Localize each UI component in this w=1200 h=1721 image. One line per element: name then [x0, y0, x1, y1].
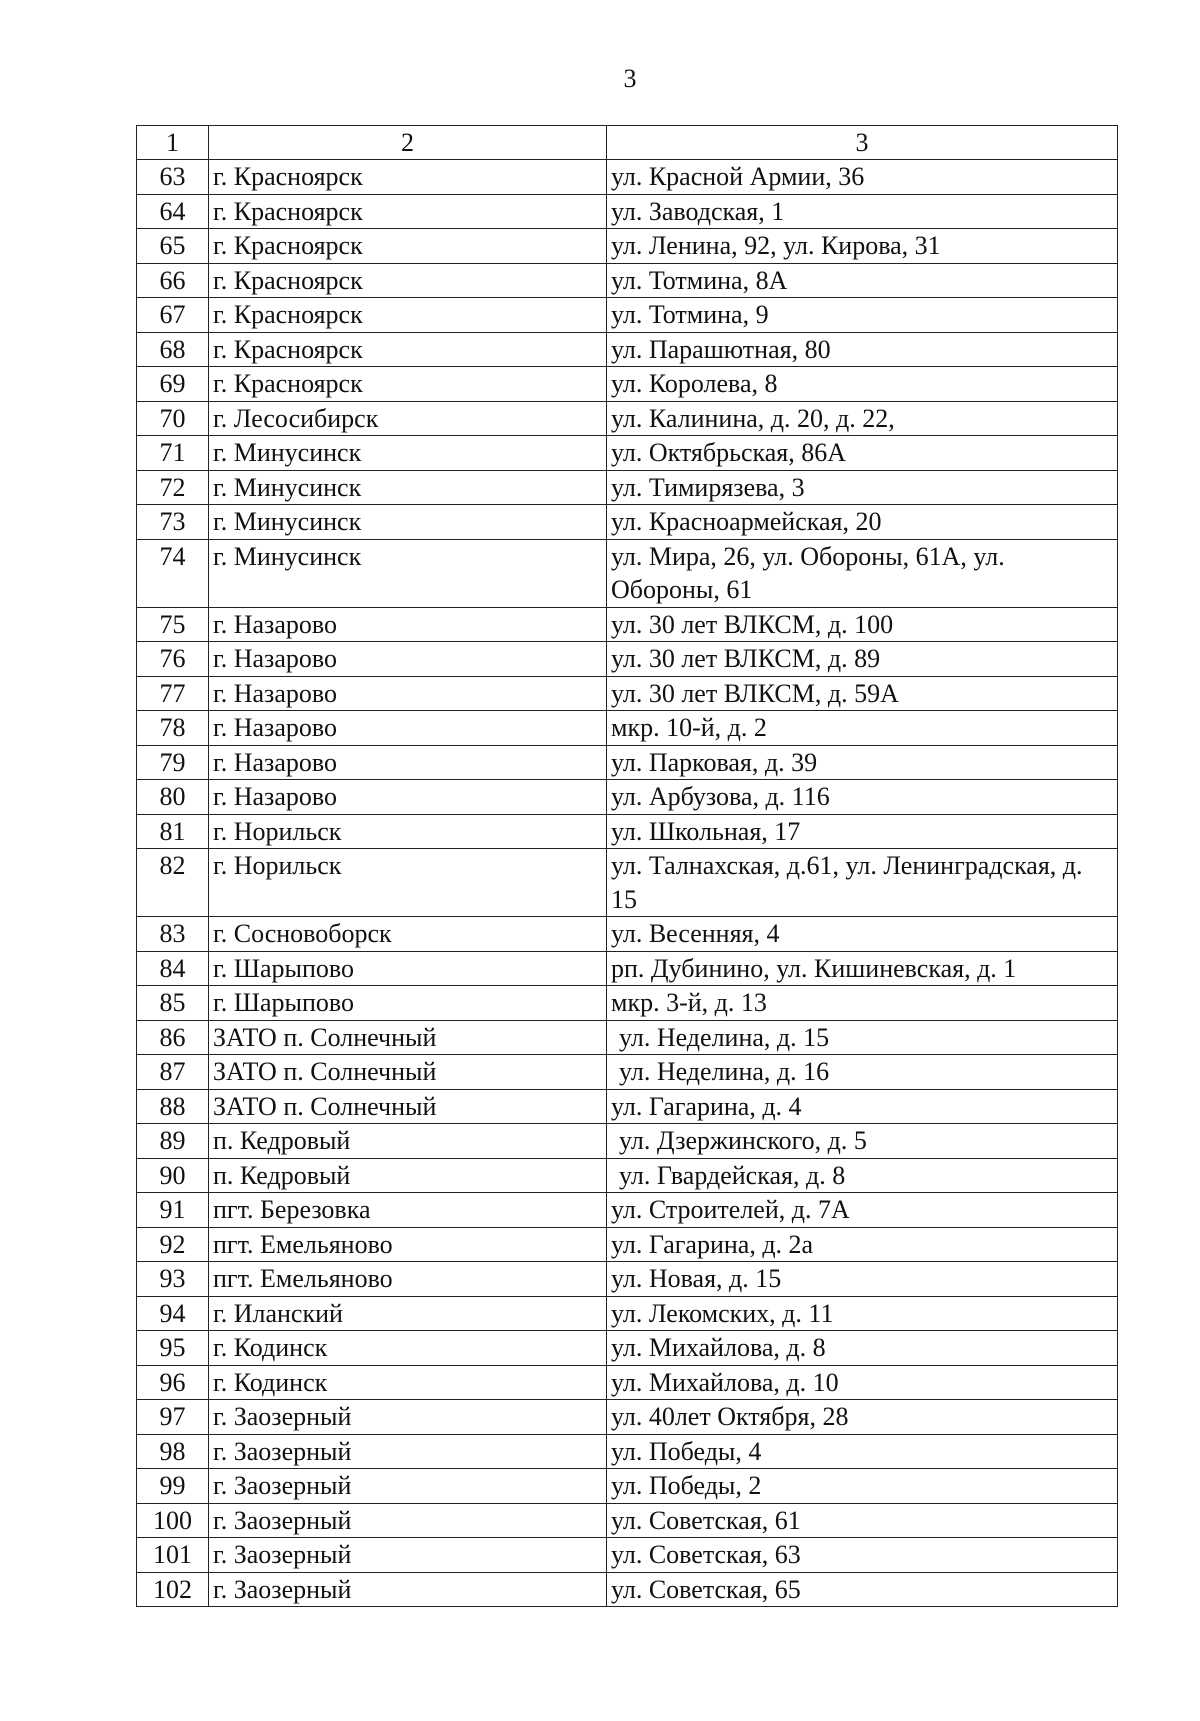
row-city: г. Заозерный: [209, 1400, 607, 1435]
table-row: [137, 711, 1118, 746]
header-col-1: 1: [137, 126, 209, 160]
row-number: 67: [137, 298, 209, 333]
row-number: 81: [137, 814, 209, 849]
row-number: 75: [137, 607, 209, 642]
address-table: [136, 125, 1118, 1607]
row-city: п. Кедровый: [209, 1124, 607, 1159]
row-city: г. Иланский: [209, 1296, 607, 1331]
row-number: 100: [137, 1503, 209, 1538]
row-address: ул. 30 лет ВЛКСМ, д. 100: [607, 607, 1118, 642]
table-header-row: [137, 126, 1118, 160]
table-row: [137, 263, 1118, 298]
table-row: [137, 1469, 1118, 1504]
row-address: ул. Тотмина, 9: [607, 298, 1118, 333]
row-number: 96: [137, 1365, 209, 1400]
row-address: ул. Победы, 4: [607, 1434, 1118, 1469]
row-city: г. Кодинск: [209, 1365, 607, 1400]
row-address: ул. Заводская, 1: [607, 194, 1118, 229]
row-address: мкр. 3-й, д. 13: [607, 986, 1118, 1021]
row-number: 82: [137, 849, 209, 917]
row-address: ул. 30 лет ВЛКСМ, д. 59А: [607, 676, 1118, 711]
row-number: 97: [137, 1400, 209, 1435]
row-city: г. Назарово: [209, 676, 607, 711]
row-number: 92: [137, 1227, 209, 1262]
row-number: 88: [137, 1089, 209, 1124]
row-address: ул. Красноармейская, 20: [607, 505, 1118, 540]
row-address: ул. Калинина, д. 20, д. 22,: [607, 401, 1118, 436]
row-city: г. Норильск: [209, 814, 607, 849]
table-row: [137, 1400, 1118, 1435]
row-city: г. Шарыпово: [209, 951, 607, 986]
row-address: рп. Дубинино, ул. Кишиневская, д. 1: [607, 951, 1118, 986]
row-city: пгт. Емельяново: [209, 1262, 607, 1297]
row-address: ул. Лекомских, д. 11: [607, 1296, 1118, 1331]
row-address: ул. Гвардейская, д. 8: [607, 1158, 1118, 1193]
row-address: ул. Тимирязева, 3: [607, 470, 1118, 505]
table-row: [137, 1055, 1118, 1090]
table-row: [137, 539, 1118, 607]
table-row: [137, 160, 1118, 195]
table-row: [137, 1572, 1118, 1607]
table-row: [137, 780, 1118, 815]
table-row: [137, 849, 1118, 917]
row-city: г. Красноярск: [209, 160, 607, 195]
table-row: [137, 814, 1118, 849]
table-row: [137, 1158, 1118, 1193]
row-city: г. Шарыпово: [209, 986, 607, 1021]
row-address: ул. Королева, 8: [607, 367, 1118, 402]
row-city: г. Заозерный: [209, 1434, 607, 1469]
table-row: [137, 1089, 1118, 1124]
row-number: 94: [137, 1296, 209, 1331]
row-number: 91: [137, 1193, 209, 1228]
table-row: [137, 676, 1118, 711]
row-address: ул. Советская, 61: [607, 1503, 1118, 1538]
row-number: 74: [137, 539, 209, 607]
row-number: 64: [137, 194, 209, 229]
row-city: г. Красноярск: [209, 194, 607, 229]
row-city: г. Назарово: [209, 607, 607, 642]
table-row: [137, 1020, 1118, 1055]
table-row: [137, 1538, 1118, 1573]
table-row: [137, 1296, 1118, 1331]
table-row: [137, 607, 1118, 642]
row-city: пгт. Емельяново: [209, 1227, 607, 1262]
row-address: ул. Неделина, д. 15: [607, 1020, 1118, 1055]
header-col-3: 3: [607, 126, 1118, 160]
row-number: 73: [137, 505, 209, 540]
table-row: [137, 470, 1118, 505]
row-address: ул. Строителей, д. 7А: [607, 1193, 1118, 1228]
row-number: 69: [137, 367, 209, 402]
row-address: ул. Советская, 65: [607, 1572, 1118, 1607]
row-number: 63: [137, 160, 209, 195]
row-number: 66: [137, 263, 209, 298]
row-city: г. Минусинск: [209, 539, 607, 607]
row-city: г. Назарово: [209, 711, 607, 746]
table-row: [137, 1503, 1118, 1538]
row-city: г. Заозерный: [209, 1503, 607, 1538]
row-number: 80: [137, 780, 209, 815]
row-number: 93: [137, 1262, 209, 1297]
row-city: г. Минусинск: [209, 505, 607, 540]
table-row: [137, 505, 1118, 540]
row-address: ул. Гагарина, д. 2а: [607, 1227, 1118, 1262]
row-number: 101: [137, 1538, 209, 1573]
row-number: 72: [137, 470, 209, 505]
row-address: ул. Михайлова, д. 8: [607, 1331, 1118, 1366]
table-row: [137, 332, 1118, 367]
row-city: ЗАТО п. Солнечный: [209, 1089, 607, 1124]
header-col-2: 2: [209, 126, 607, 160]
row-city: г. Красноярск: [209, 298, 607, 333]
row-number: 71: [137, 436, 209, 471]
row-address: ул. Советская, 63: [607, 1538, 1118, 1573]
table-row: [137, 298, 1118, 333]
row-number: 77: [137, 676, 209, 711]
row-city: г. Лесосибирск: [209, 401, 607, 436]
row-address: ул. Гагарина, д. 4: [607, 1089, 1118, 1124]
row-number: 65: [137, 229, 209, 264]
row-address: ул. Весенняя, 4: [607, 917, 1118, 952]
row-number: 98: [137, 1434, 209, 1469]
row-city: г. Назарово: [209, 780, 607, 815]
row-city: г. Красноярск: [209, 332, 607, 367]
row-number: 86: [137, 1020, 209, 1055]
row-city: ЗАТО п. Солнечный: [209, 1055, 607, 1090]
page-number: 3: [623, 64, 637, 93]
row-city: г. Кодинск: [209, 1331, 607, 1366]
row-number: 68: [137, 332, 209, 367]
row-number: 78: [137, 711, 209, 746]
table-row: [137, 1227, 1118, 1262]
row-number: 79: [137, 745, 209, 780]
table-row: [137, 917, 1118, 952]
table-row: [137, 1124, 1118, 1159]
row-address: ул. Ленина, 92, ул. Кирова, 31: [607, 229, 1118, 264]
row-city: г. Минусинск: [209, 436, 607, 471]
table-row: [137, 951, 1118, 986]
row-number: 90: [137, 1158, 209, 1193]
row-address: ул. Неделина, д. 16: [607, 1055, 1118, 1090]
row-city: пгт. Березовка: [209, 1193, 607, 1228]
row-city: г. Назарово: [209, 745, 607, 780]
row-number: 99: [137, 1469, 209, 1504]
row-address: мкр. 10-й, д. 2: [607, 711, 1118, 746]
table-row: [137, 1365, 1118, 1400]
table-row: [137, 229, 1118, 264]
row-address: ул. 40лет Октября, 28: [607, 1400, 1118, 1435]
row-address: ул. Новая, д. 15: [607, 1262, 1118, 1297]
row-city: г. Красноярск: [209, 229, 607, 264]
row-city: г. Заозерный: [209, 1538, 607, 1573]
row-address: ул. 30 лет ВЛКСМ, д. 89: [607, 642, 1118, 677]
row-city: г. Красноярск: [209, 263, 607, 298]
row-address: ул. Михайлова, д. 10: [607, 1365, 1118, 1400]
row-address: ул. Мира, 26, ул. Обороны, 61А, ул. Обороны, 61: [607, 539, 1118, 607]
row-city: г. Назарово: [209, 642, 607, 677]
row-number: 70: [137, 401, 209, 436]
row-number: 83: [137, 917, 209, 952]
row-city: г. Заозерный: [209, 1572, 607, 1607]
row-city: г. Красноярск: [209, 367, 607, 402]
row-number: 84: [137, 951, 209, 986]
row-number: 87: [137, 1055, 209, 1090]
row-city: г. Заозерный: [209, 1469, 607, 1504]
row-address: ул. Арбузова, д. 116: [607, 780, 1118, 815]
row-city: г. Норильск: [209, 849, 607, 917]
table-row: [137, 367, 1118, 402]
row-address: ул. Парковая, д. 39: [607, 745, 1118, 780]
table-row: [137, 1331, 1118, 1366]
row-city: г. Сосновоборск: [209, 917, 607, 952]
table-row: [137, 1262, 1118, 1297]
row-number: 85: [137, 986, 209, 1021]
table-row: [137, 642, 1118, 677]
row-address: ул. Школьная, 17: [607, 814, 1118, 849]
table-row: [137, 401, 1118, 436]
row-address: ул. Парашютная, 80: [607, 332, 1118, 367]
table-row: [137, 436, 1118, 471]
row-address: ул. Дзержинского, д. 5: [607, 1124, 1118, 1159]
table-row: [137, 194, 1118, 229]
row-number: 76: [137, 642, 209, 677]
row-city: г. Минусинск: [209, 470, 607, 505]
row-address: ул. Красной Армии, 36: [607, 160, 1118, 195]
row-city: ЗАТО п. Солнечный: [209, 1020, 607, 1055]
row-number: 102: [137, 1572, 209, 1607]
row-number: 89: [137, 1124, 209, 1159]
table-row: [137, 1193, 1118, 1228]
row-address: ул. Тотмина, 8А: [607, 263, 1118, 298]
row-city: п. Кедровый: [209, 1158, 607, 1193]
row-address: ул. Победы, 2: [607, 1469, 1118, 1504]
table-row: [137, 1434, 1118, 1469]
table-row: [137, 745, 1118, 780]
row-address: ул. Талнахская, д.61, ул. Ленинградская, д. 15: [607, 849, 1118, 917]
row-number: 95: [137, 1331, 209, 1366]
row-address: ул. Октябрьская, 86А: [607, 436, 1118, 471]
table-row: [137, 986, 1118, 1021]
